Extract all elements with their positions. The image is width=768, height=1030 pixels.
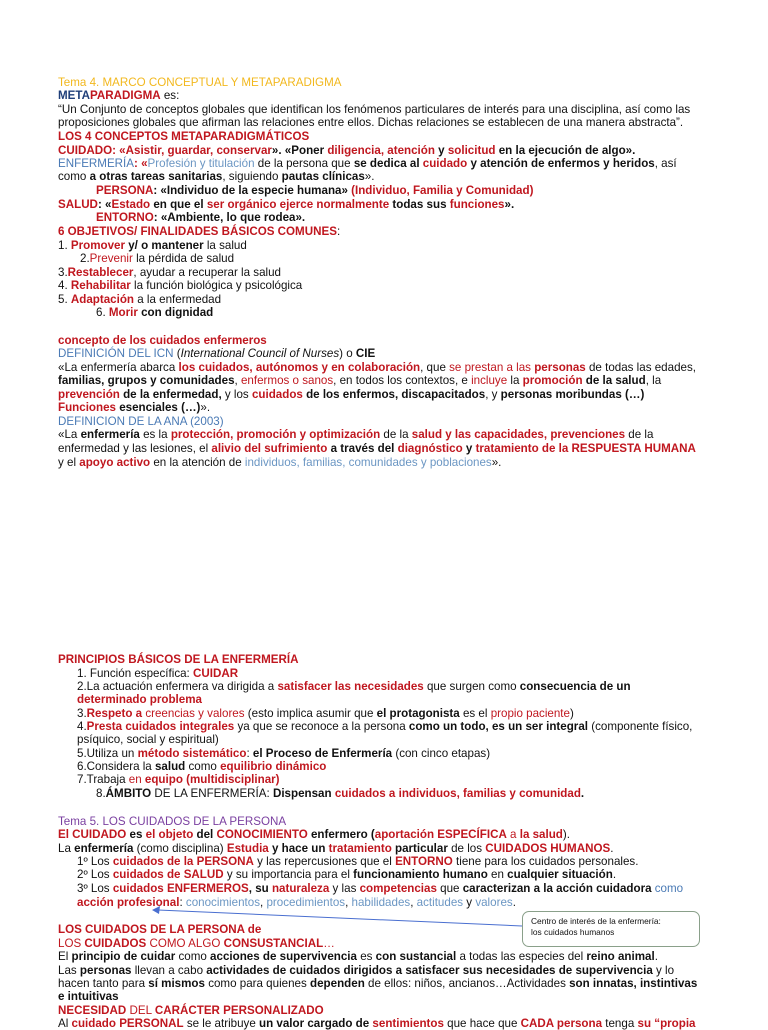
text: tiene para los cuidados personales. [452, 855, 639, 868]
text: y [462, 442, 476, 455]
text: de la [380, 428, 412, 441]
text: procedimientos [266, 896, 346, 909]
text: : [246, 747, 253, 760]
text: habilidades [351, 896, 411, 909]
text: dependen [310, 977, 365, 990]
text: Adaptación [70, 293, 135, 306]
text: «La [58, 428, 81, 441]
text: de ellos: niños, ancianos…Actividades [364, 977, 570, 990]
text: ya que se reconoce a la persona [234, 720, 409, 733]
text: International Council of Nurses [180, 347, 340, 360]
text: cuidado [422, 157, 468, 170]
text: cualquier situación [507, 868, 613, 881]
text: personas [79, 964, 132, 977]
cuatro-conceptos-heading: LOS 4 CONCEPTOS METAPARADIGMÁTICOS [58, 130, 310, 143]
text: pautas clínicas [281, 170, 365, 183]
text: ». «Poner [271, 144, 328, 157]
paradigma-word: PARADIGMA [89, 89, 161, 102]
text: se dedica al [353, 157, 423, 170]
text: sí mismos [148, 977, 205, 990]
text: salud [154, 760, 186, 773]
text: de los [447, 842, 486, 855]
text: cuidados a individuos, familias y comunidad [334, 787, 581, 800]
text: 4. [58, 279, 71, 292]
text: , siguiendo [222, 170, 282, 183]
text: DEL [126, 1004, 155, 1017]
tema4-title: Tema 4. MARCO CONCEPTUAL Y METAPARADIGMA [58, 76, 342, 89]
text: (Individuo, Familia y Comunidad) [351, 184, 534, 197]
necesidad-heading [58, 1004, 324, 1017]
text: y su importancia para el [223, 868, 354, 881]
text: consecuencia de un [519, 680, 631, 693]
text: 7.Trabaja [77, 773, 129, 786]
text: La [58, 842, 75, 855]
text: 4. [77, 720, 87, 733]
text: como para quienes [204, 977, 311, 990]
text: Promover [70, 239, 126, 252]
concepto-cuidados-heading: concepto de los cuidados enfermeros [58, 334, 267, 347]
text: individuos, familias, comunidades y poblaciones [244, 456, 492, 469]
text: es la [139, 428, 171, 441]
text: Rehabilitar [70, 279, 131, 292]
text: el Proceso de Enfermería [252, 747, 393, 760]
text: ser orgánico ejerce normalmente [206, 198, 390, 211]
text: enfermero ( [307, 828, 375, 841]
text: caracterizan a la acción cuidadora [462, 882, 652, 895]
text: es [126, 828, 146, 841]
text: principio de cuidar [71, 950, 176, 963]
text: Presta cuidados integrales [86, 720, 235, 733]
text: Funciones [58, 401, 116, 414]
text: : « [97, 198, 112, 211]
text: como un todo, es un ser integral [408, 720, 588, 733]
text: cuidados [251, 388, 303, 401]
text: CIE [355, 347, 376, 360]
text: de la persona que [254, 157, 354, 170]
text: como [175, 950, 211, 963]
text: y los [221, 388, 252, 401]
text: con sustancial [375, 950, 457, 963]
text: Respeto a [86, 707, 146, 720]
text: su “propia [637, 1017, 696, 1030]
text: en [128, 773, 145, 786]
text: llevan a cabo [131, 964, 207, 977]
text: CONSUSTANCIAL [223, 937, 324, 950]
text: prevención [58, 388, 120, 401]
text: tenga [602, 1017, 638, 1030]
text: la salud [203, 239, 247, 252]
text: CUIDADOS [84, 937, 147, 950]
text: : [336, 225, 341, 238]
text: particular [391, 842, 448, 855]
text: y/ o mantener [125, 239, 204, 252]
text: son innatas, instintivas [569, 977, 698, 990]
text: NECESIDAD [58, 1004, 127, 1017]
text: conocimientos [185, 896, 260, 909]
text: hacen tanto para [58, 977, 149, 990]
text: (con cinco etapas) [392, 747, 491, 760]
principio-4-cont: psíquico, social y espiritual) [77, 733, 219, 746]
text: ÁMBITO [105, 787, 152, 800]
text: de la enfermedad, [119, 388, 222, 401]
text: (componente físico, [588, 720, 693, 733]
text: Morir [108, 306, 138, 319]
text: Profesión y titulación [147, 157, 255, 170]
text: equilibrio dinámico [220, 760, 327, 773]
principio-2-cont: determinado problema [77, 693, 202, 706]
text: como [185, 760, 221, 773]
text: la pérdida de salud [132, 252, 235, 265]
text: , así [654, 157, 677, 170]
text: la función biológica y psicológica [130, 279, 303, 292]
principios-heading: PRINCIPIOS BÁSICOS DE LA ENFERMERÍA [58, 653, 299, 666]
text: apoyo activo [79, 456, 151, 469]
text: 6 OBJETIVOS/ FINALIDADES BÁSICOS COMUNES [58, 225, 337, 238]
entorno-term: ENTORNO [96, 211, 154, 224]
text: ». [504, 198, 515, 211]
text: 3. [58, 266, 68, 279]
text: , y [485, 388, 501, 401]
text: cuidados ENFERMEROS [112, 882, 249, 895]
text: competencias [359, 882, 437, 895]
text: a otras tareas sanitarias [89, 170, 223, 183]
text: y [434, 144, 448, 157]
text: a [506, 828, 520, 841]
text: reino animal [586, 950, 655, 963]
text: acción profesional [77, 896, 180, 909]
text: ( [173, 347, 181, 360]
text: . [610, 842, 614, 855]
text: 5.Utiliza un [77, 747, 138, 760]
text: CONOCIMIENTO [216, 828, 308, 841]
text: CUIDAR [193, 667, 239, 680]
text: a la enfermedad [134, 293, 222, 306]
text: (esto implica asumir que [244, 707, 377, 720]
text: . [580, 787, 585, 800]
text: objeto [158, 828, 194, 841]
text: Estudia [226, 842, 269, 855]
text: enfermería [74, 842, 134, 855]
callout-arrow-head [152, 906, 160, 914]
text: , la [645, 374, 662, 387]
text: se prestan a las [449, 361, 535, 374]
text: . [512, 896, 516, 909]
text: actitudes [416, 896, 464, 909]
es-text: es: [160, 89, 180, 102]
text: que [436, 882, 463, 895]
text: en la ejecución de algo». [495, 144, 636, 157]
text: es [356, 950, 376, 963]
text: el [145, 828, 159, 841]
enfermeria-term: ENFERMERÍA [58, 157, 135, 170]
text: funciones [449, 198, 505, 211]
text: naturaleza [271, 882, 330, 895]
text: acciones de supervivencia [210, 950, 357, 963]
text: 1º Los [77, 855, 113, 868]
text: en [487, 868, 508, 881]
text: y el [58, 456, 80, 469]
text: . [612, 868, 617, 881]
text: todas sus [389, 198, 450, 211]
text: diligencia, atención [327, 144, 435, 157]
text: método sistemático [137, 747, 247, 760]
text: ENTORNO [395, 855, 453, 868]
text: de la salud [582, 374, 646, 387]
callout-line-1: Centro de interés de la enfermería: [531, 916, 661, 926]
text: alivio del sufrimiento [211, 442, 328, 455]
text: diagnóstico [397, 442, 463, 455]
text: Dispensan [272, 787, 335, 800]
text: 3º Los [77, 882, 113, 895]
text: y [463, 896, 476, 909]
text: enfermería [80, 428, 140, 441]
cuidado-term: CUIDADO: «Asistir, guardar, conservar [58, 144, 272, 157]
text: salud y las capacidades, prevenciones [411, 428, 626, 441]
persona-term: PERSONA [96, 184, 154, 197]
callout-box [522, 911, 700, 947]
text: ». [364, 170, 375, 183]
text: protección, promoción y optimización [170, 428, 381, 441]
text: enfermos o sanos [240, 374, 334, 387]
cuidados-persona-heading: LOS CUIDADOS DE LA PERSONA de [58, 923, 262, 936]
text: y lo [652, 964, 675, 977]
text: en la atención de [150, 456, 245, 469]
text: sentimientos [372, 1017, 444, 1030]
text: y las [329, 882, 360, 895]
text: valores [475, 896, 513, 909]
text: el protagonista [376, 707, 460, 720]
text: 8. [96, 787, 106, 800]
text: los cuidados, autónomos y en colaboración [178, 361, 421, 374]
text: DE LA ENFERMERÍA: [151, 787, 273, 800]
text: «La enfermería abarca [58, 361, 179, 374]
text: : « [134, 157, 148, 170]
text: actividades de cuidados dirigidos a satisfacer sus necesidades de supervivencia [206, 964, 653, 977]
text: enfermedad y las lesiones, el [58, 442, 212, 455]
principio-cuidar-line [58, 950, 658, 963]
text: y hace un [268, 842, 329, 855]
text: COMO ALGO [146, 937, 224, 950]
text: de todas las edades, [585, 361, 696, 374]
text: que hace que [443, 1017, 521, 1030]
text: funcionamiento humano [353, 868, 488, 881]
text: cuidados de la PERSONA [112, 855, 254, 868]
text: propio paciente [490, 707, 570, 720]
text: 2.La actuación enfermera va dirigida a [77, 680, 278, 693]
personas-line-2 [58, 977, 697, 990]
meta-prefix: META [58, 89, 90, 102]
text: personas moribundas (…) [500, 388, 645, 401]
text: a todas las especies del [456, 950, 587, 963]
text: tratamiento [328, 842, 392, 855]
ana-heading: DEFINICION DE LA ANA (2003) [58, 415, 224, 428]
tema5-title: Tema 5. LOS CUIDADOS DE LA PERSONA [58, 815, 287, 828]
personas-line-1 [58, 964, 674, 977]
text: personas [534, 361, 586, 374]
text: y atención de enfermos y heridos [467, 157, 655, 170]
text: ) [569, 707, 574, 720]
consustancial-heading [58, 937, 335, 950]
text: CADA persona [520, 1017, 603, 1030]
text: , su [248, 882, 272, 895]
text: ». [491, 456, 502, 469]
salud-term: SALUD [58, 198, 98, 211]
text: un valor cargado de [259, 1017, 373, 1030]
text: : «Individuo de la especie humana» [153, 184, 352, 197]
text: El CUIDADO [58, 828, 127, 841]
personas-line-3: e intuitivas [58, 990, 119, 1003]
text: Restablecer [67, 266, 134, 279]
text: y las repercusiones que el [253, 855, 396, 868]
text: (como disciplina) [133, 842, 227, 855]
text: DEFINICIÓN DEL ICN [58, 347, 174, 360]
text: , en todos los contextos, e [333, 374, 472, 387]
text: ». [200, 401, 211, 414]
text: del [193, 828, 217, 841]
text: a través del [327, 442, 398, 455]
text: , [260, 896, 267, 909]
text: esenciales (…) [115, 401, 201, 414]
text: 3. [77, 707, 87, 720]
text: Las [58, 964, 80, 977]
text: . [654, 950, 658, 963]
text: CARÁCTER PERSONALIZADO [154, 1004, 324, 1017]
text: que surgen como [423, 680, 520, 693]
text: promoción [522, 374, 583, 387]
text: , [410, 896, 417, 909]
text: como [58, 170, 90, 183]
text: Prevenir [89, 252, 133, 265]
text: CUIDADOS HUMANOS [485, 842, 611, 855]
text: se le atribuye [183, 1017, 260, 1030]
text: … [323, 937, 335, 950]
text: Al [58, 1017, 72, 1030]
text: solicitud [447, 144, 496, 157]
text: como [651, 882, 684, 895]
text: de los enfermos, discapacitados [302, 388, 486, 401]
text: 6. [96, 306, 109, 319]
text: con dignidad [137, 306, 214, 319]
text: : «Ambiente, lo que rodea». [153, 211, 306, 224]
text: la salud [519, 828, 563, 841]
text: cuidado PERSONAL [71, 1017, 184, 1030]
text: : [179, 896, 186, 909]
definition-line-2: proposiciones globales que afirman las relaciones entre ellos. Dichas relaciones se establecen de una manera abstracta”. [58, 116, 684, 129]
text: la [507, 374, 523, 387]
text: , que [420, 361, 450, 374]
text: en que el [150, 198, 207, 211]
text: 1. [58, 239, 71, 252]
text: 2º Los [77, 868, 113, 881]
text: 6.Considera la [77, 760, 155, 773]
text: familias, grupos y comunidades [58, 374, 235, 387]
text: de la [625, 428, 654, 441]
text: Estado [111, 198, 151, 211]
text: 5. [58, 293, 71, 306]
text: incluye [471, 374, 508, 387]
text: cuidados de SALUD [112, 868, 224, 881]
text: es el [459, 707, 491, 720]
text: equipo (multidisciplinar) [144, 773, 280, 786]
text: , ayudar a recuperar la salud [133, 266, 282, 279]
text: aportación ESPECÍFICA [374, 828, 507, 841]
text: ). [562, 828, 570, 841]
text: , [234, 374, 241, 387]
text: tratamiento de la RESPUESTA HUMANA [475, 442, 696, 455]
text: , [345, 896, 352, 909]
text: satisfacer las necesidades [277, 680, 424, 693]
text: LOS [58, 937, 85, 950]
text: 1. Función específica: [77, 667, 193, 680]
text: creencias y valores [145, 707, 245, 720]
text: El [58, 950, 72, 963]
text: ) o [339, 347, 356, 360]
callout-line-2: los cuidados humanos [531, 927, 615, 937]
text: 2. [80, 252, 90, 265]
definition-line-1: “Un Conjunto de conceptos globales que identifican los fenómenos particulares de interés para una disciplina, así como las [58, 103, 691, 116]
